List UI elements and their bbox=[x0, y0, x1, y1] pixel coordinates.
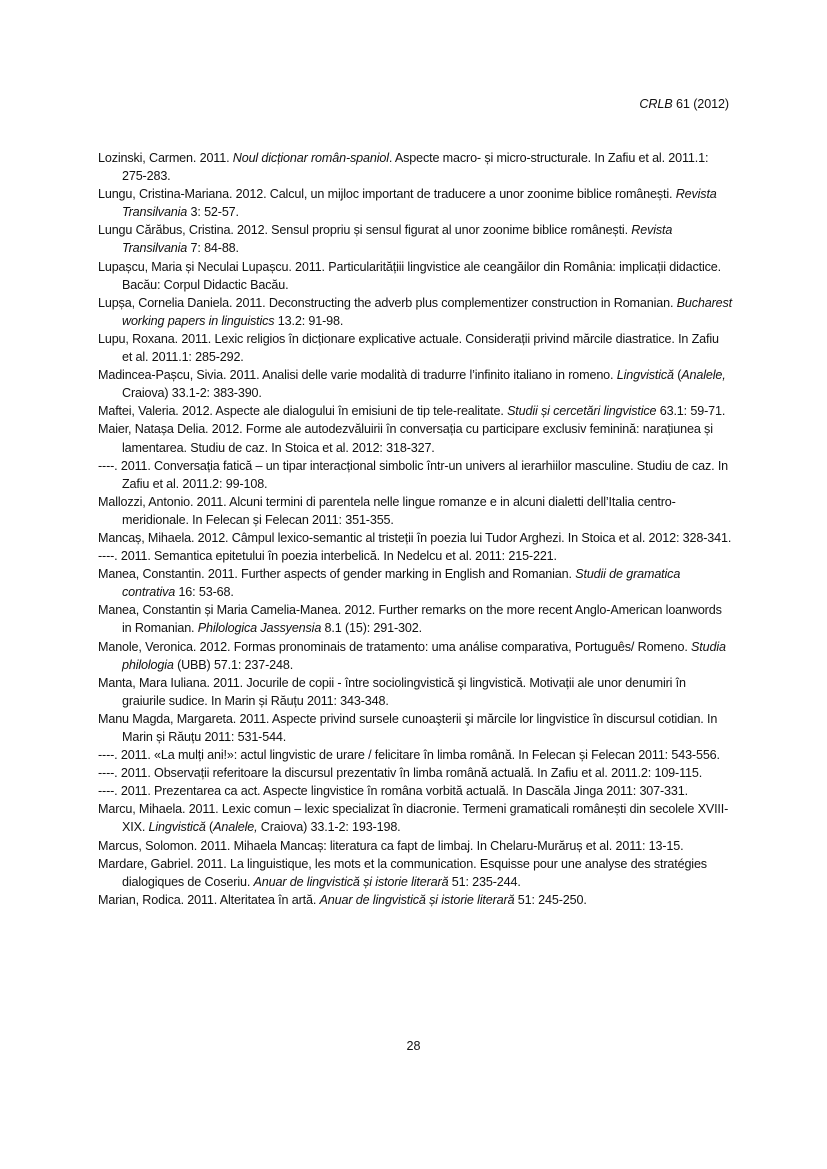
bibliography-entry bbox=[98, 674, 732, 710]
entry-text: 13.2: 91-98. bbox=[274, 313, 344, 328]
bibliography-entry bbox=[98, 366, 732, 402]
entry-text: Lupșa, Cornelia Daniela. 2011. Deconstructing the adverb plus complementizer construction in Romanian. bbox=[98, 295, 677, 310]
entry-text: ----. 2011. «La mulți ani!»: actul lingvistic de urare / felicitare în limba română. In Felecan și Felecan 2011: 543-556. bbox=[98, 748, 720, 763]
entry-text: Craiova) 33.1-2: 383-390. bbox=[122, 386, 262, 401]
bibliography-entry bbox=[98, 529, 732, 547]
bibliography-entry bbox=[98, 330, 732, 366]
bibliography-entry bbox=[98, 457, 732, 493]
entry-title-italic: Studii de gramatica contrativa bbox=[122, 567, 681, 600]
bibliography-entry bbox=[98, 565, 732, 601]
bibliography-entry bbox=[98, 258, 732, 294]
entry-text: 63.1: 59-71. bbox=[656, 404, 726, 419]
bibliography-entry bbox=[98, 294, 732, 330]
bibliography-entry bbox=[98, 891, 732, 909]
entry-text: ----. 2011. Semantica epitetului în poezia interbelică. In Nedelcu et al. 2011: 215-221. bbox=[98, 549, 557, 564]
entry-title-italic: Lingvistică bbox=[616, 368, 674, 383]
journal-volume: 61 (2012) bbox=[675, 97, 729, 111]
entry-text: Marcu, Mihaela. 2011. Lexic comun – lexic specializat în diacronie. Termeni gramaticali românești din secolele XVIII-XIX. bbox=[98, 802, 729, 835]
entry-title-italic: Revista Transilvania bbox=[122, 187, 717, 220]
entry-title-italic: Analele, bbox=[681, 368, 726, 383]
entry-text: Manta, Mara Iuliana. 2011. Jocurile de copii - între sociolingvistică şi lingvistică. Motivații ale unor denumiri în graiurile sudice. In Marin și Răuțu 2011: 343-348. bbox=[98, 675, 686, 708]
page-number: 28 bbox=[406, 1039, 421, 1053]
entry-text: 7: 84-88. bbox=[187, 241, 239, 256]
entry-text: Manu Magda, Margareta. 2011. Aspecte privind sursele cunoaşterii şi mărcile lor lingvistice în discursul cotidian. In Marin și Răuțu 2011: 531-544. bbox=[98, 711, 718, 744]
entry-text: 51: 235-244. bbox=[448, 874, 521, 889]
entry-text: Manole, Veronica. 2012. Formas pronominais de tratamento: uma análise comparativa, Português/ Romeno. bbox=[98, 639, 692, 654]
entry-text: Maier, Natașa Delia. 2012. Forme ale autodezvăluirii în conversația cu participare exclusiv feminină: narațiunea și lamentarea. Studiu de caz. In Stoica et al. 2012: 318-327. bbox=[98, 422, 713, 455]
entry-text: (UBB) 57.1: 237-248. bbox=[173, 657, 294, 672]
bibliography-entry bbox=[98, 855, 732, 891]
entry-text: Maftei, Valeria. 2012. Aspecte ale dialogului în emisiuni de tip tele-realitate. bbox=[98, 404, 508, 419]
entry-text: Mancaș, Mihaela. 2012. Câmpul lexico-semantic al tristeții în poezia lui Tudor Arghezi. In Stoica et al. 2012: 328-341. bbox=[98, 530, 732, 545]
entry-text: 16: 53-68. bbox=[175, 585, 234, 600]
running-header bbox=[639, 97, 729, 111]
bibliography-entry bbox=[98, 782, 732, 800]
journal-abbreviation: CRLB bbox=[639, 97, 673, 111]
entry-text: Madincea-Pașcu, Sivia. 2011. Analisi delle varie modalità di tradurre l’infinito italiano in romeno. bbox=[98, 368, 617, 383]
bibliography-entry bbox=[98, 185, 732, 221]
entry-text: ----. 2011. Conversația fatică – un tipar interacțional simbolic într-un univers al ierarhiilor masculine. Studiu de caz. In Zafiu et al. 2011.2: 99-108. bbox=[98, 458, 729, 491]
entry-title-italic: Philologica Jassyensia bbox=[197, 621, 322, 636]
entry-title-italic: Revista Transilvania bbox=[122, 223, 673, 256]
entry-text: 8.1 (15): 291-302. bbox=[321, 621, 422, 636]
entry-title-italic: Anuar de lingvistică și istorie literară bbox=[253, 874, 449, 889]
bibliography-entry bbox=[98, 547, 732, 565]
entry-text: Lungu Cărăbus, Cristina. 2012. Sensul propriu și sensul figurat al unor zoonime biblice românești. bbox=[98, 223, 632, 238]
entry-title-italic: Anuar de lingvistică și istorie literară bbox=[319, 892, 515, 907]
bibliography-entry bbox=[98, 601, 732, 637]
bibliography-entry bbox=[98, 800, 732, 836]
bibliography-list bbox=[98, 149, 732, 909]
entry-text: ----. 2011. Observații referitoare la discursul prezentativ în limba română actuală. In Zafiu et al. 2011.2: 109-115. bbox=[98, 766, 703, 781]
entry-text: ( bbox=[673, 368, 682, 383]
entry-text: Marian, Rodica. 2011. Alteritatea în artă. bbox=[98, 892, 320, 907]
entry-text: Manea, Constantin și Maria Camelia-Manea. 2012. Further remarks on the more recent Anglo-American loanwords in Romanian. bbox=[98, 603, 722, 636]
entry-title-italic: Noul dicționar român-spaniol bbox=[232, 151, 389, 165]
entry-text: 3: 52-57. bbox=[187, 205, 239, 220]
entry-text: ----. 2011. Prezentarea ca act. Aspecte lingvistice în româna vorbită actuală. In Dascăla Jinga 2011: 307-331. bbox=[98, 784, 688, 799]
entry-text: Craiova) 33.1-2: 193-198. bbox=[257, 820, 401, 835]
bibliography-entry bbox=[98, 764, 732, 782]
entry-text: Mardare, Gabriel. 2011. La linguistique, les mots et la communication. Esquisse pour une analyse des stratégies dialogiques de Coseriu. bbox=[98, 856, 707, 889]
bibliography-entry bbox=[98, 638, 732, 674]
entry-text: ( bbox=[205, 820, 214, 835]
bibliography-entry bbox=[98, 837, 732, 855]
entry-text: Lupu, Roxana. 2011. Lexic religios în dicționare explicative actuale. Considerații privind mărcile diastratice. In Zafiu et al. 2011.1: 285-292. bbox=[98, 331, 719, 365]
bibliography-entry bbox=[98, 746, 732, 764]
entry-text: Marcus, Solomon. 2011. Mihaela Mancaș: literatura ca fapt de limbaj. In Chelaru-Murăruș et al. 2011: 13-15. bbox=[98, 838, 684, 853]
entry-title-italic: Studii și cercetări lingvistice bbox=[507, 404, 657, 419]
entry-title-italic: Studia philologia bbox=[122, 639, 726, 672]
bibliography-entry bbox=[98, 149, 732, 185]
bibliography-entry bbox=[98, 221, 732, 257]
bibliography-entry bbox=[98, 493, 732, 529]
entry-text: Lozinski, Carmen. 2011. bbox=[98, 151, 233, 165]
entry-text: 51: 245-250. bbox=[514, 892, 587, 907]
bibliography-entry bbox=[98, 420, 732, 456]
entry-text: Lupașcu, Maria și Neculai Lupașcu. 2011. Particularitățiii lingvistice ale ceangăilor din România: implicații didactice. Bacău: Corpul Didactic Bacău. bbox=[98, 259, 721, 292]
bibliography-entry bbox=[98, 710, 732, 746]
entry-title-italic: Analele, bbox=[213, 820, 258, 835]
entry-text: Manea, Constantin. 2011. Further aspects of gender marking in English and Romanian. bbox=[98, 567, 576, 582]
bibliography-entry bbox=[98, 402, 732, 420]
entry-text: Mallozzi, Antonio. 2011. Alcuni termini di parentela nelle lingue romanze e in alcuni dialetti dell’Italia centro-meridionale. In Felecan și Felecan 2011: 351-355. bbox=[98, 494, 676, 527]
entry-title-italic: Bucharest working papers in linguistics bbox=[122, 295, 733, 328]
entry-text: Lungu, Cristina-Mariana. 2012. Calcul, un mijloc important de traducere a unor zoonime biblice românești. bbox=[98, 187, 676, 202]
entry-title-italic: Lingvistică bbox=[148, 820, 206, 835]
entry-text: . Aspecte macro- și micro-structurale. In Zafiu et al. 2011.1: 275-283. bbox=[122, 151, 709, 184]
